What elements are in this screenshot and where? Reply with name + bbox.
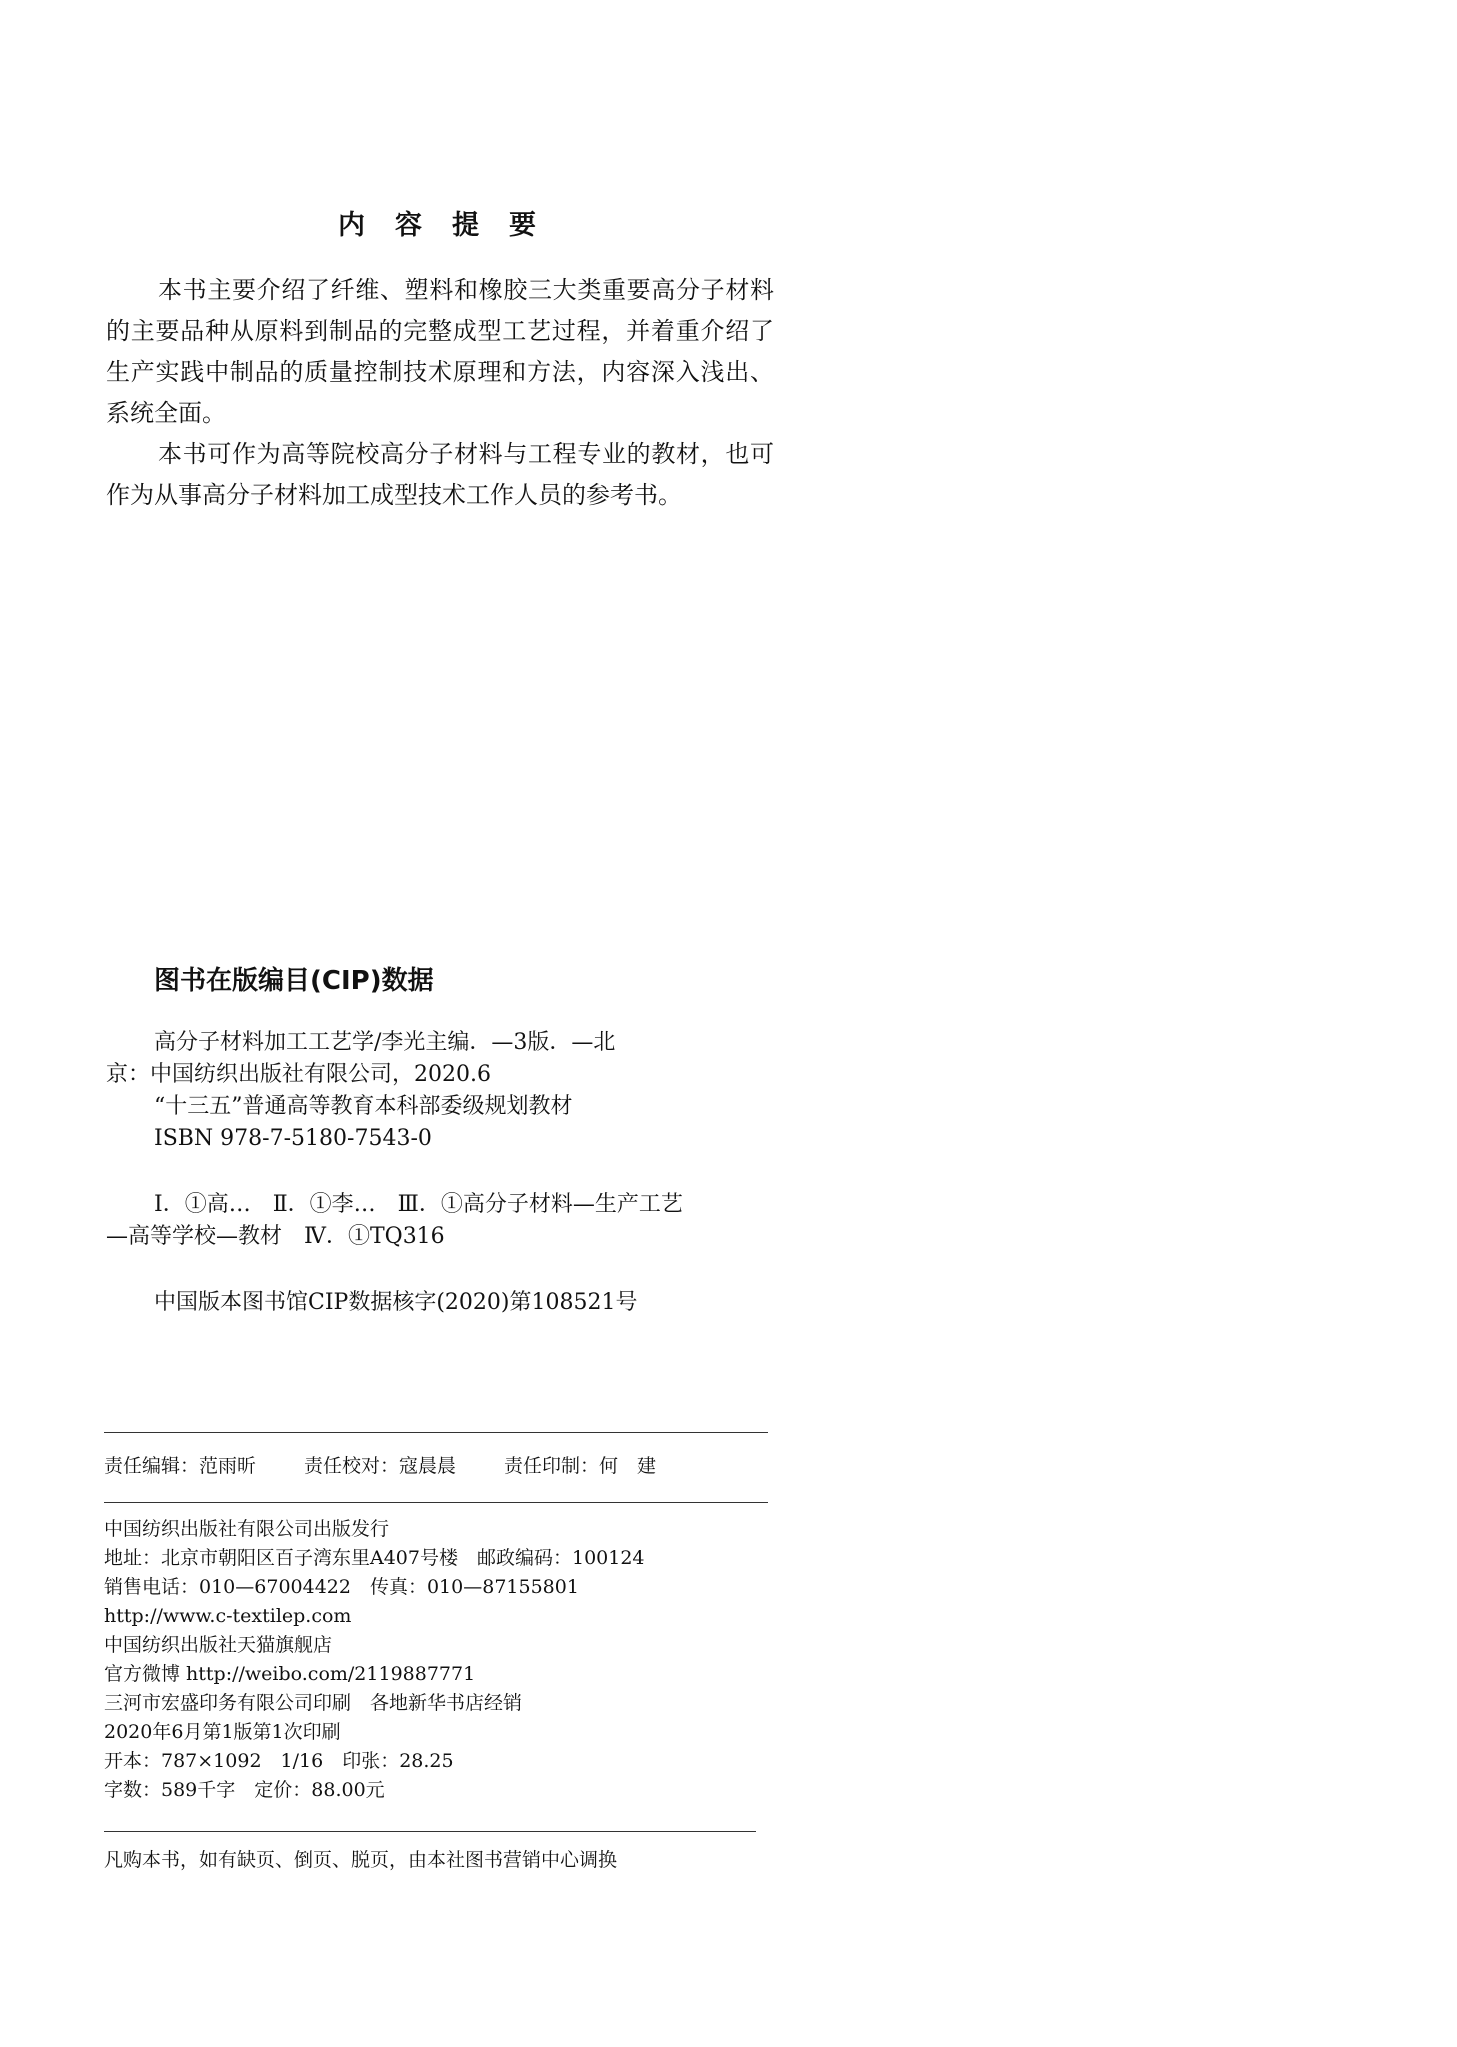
cip-line: 京：中国纺织出版社有限公司，2020.6 (106, 1062, 491, 1087)
cip-heading: 图书在版编目(CIP)数据 (154, 966, 434, 996)
imprint-line: 字数：589千字 定价：88.00元 (104, 1779, 385, 1801)
imprint-line: 开本：787×1092 1/16 印张：28.25 (104, 1750, 454, 1772)
staff-printing: 责任印制：何 建 (504, 1455, 657, 1477)
cip-line: 中国版本图书馆CIP数据核字(2020)第108521号 (154, 1290, 638, 1315)
summary-title: 内容提要 (338, 210, 566, 241)
cip-line: Ⅰ．①高… Ⅱ．①李… Ⅲ．①高分子材料—生产工艺 (154, 1192, 683, 1217)
imprint-line: 中国纺织出版社天猫旗舰店 (104, 1634, 333, 1656)
summary-paragraph: 本书主要介绍了纤维、塑料和橡胶三大类重要高分子材料的主要品种从原料到制品的完整成型工艺过程，并着重介绍了生产实践中制品的质量控制技术原理和方法，内容深入浅出、系统全面。 (106, 276, 774, 427)
imprint-line: 销售电话：010—67004422 传真：010—87155801 (104, 1576, 579, 1598)
staff-line (104, 1452, 656, 1481)
replacement-notice: 凡购本书，如有缺页、倒页、脱页，由本社图书营销中心调换 (104, 1849, 618, 1871)
cip-line: —高等学校—教材 Ⅳ．①TQ316 (106, 1224, 445, 1249)
divider (104, 1831, 756, 1832)
staff-proofreader: 责任校对：寇晨晨 (304, 1455, 457, 1477)
imprint-line: http://www.c-textilep.com (104, 1605, 352, 1627)
imprint-line: 官方微博 http://weibo.com/2119887771 (104, 1663, 476, 1685)
summary-paragraph: 本书可作为高等院校高分子材料与工程专业的教材，也可作为从事高分子材料加工成型技术工作人员的参考书。 (106, 440, 774, 509)
cip-line: 高分子材料加工工艺学/李光主编．—3版．—北 (154, 1030, 616, 1055)
cip-line: “十三五”普通高等教育本科部委级规划教材 (154, 1094, 573, 1119)
imprint-line: 三河市宏盛印务有限公司印刷 各地新华书店经销 (104, 1692, 523, 1714)
staff-editor: 责任编辑：范雨昕 (104, 1455, 257, 1477)
divider (104, 1432, 768, 1433)
imprint-line: 中国纺织出版社有限公司出版发行 (104, 1518, 390, 1540)
divider (104, 1502, 768, 1503)
cip-line: ISBN 978-7-5180-7543-0 (154, 1126, 432, 1151)
summary-body (106, 270, 774, 516)
imprint-line: 2020年6月第1版第1次印刷 (104, 1721, 341, 1743)
imprint-line: 地址：北京市朝阳区百子湾东里A407号楼 邮政编码：100124 (104, 1547, 645, 1569)
